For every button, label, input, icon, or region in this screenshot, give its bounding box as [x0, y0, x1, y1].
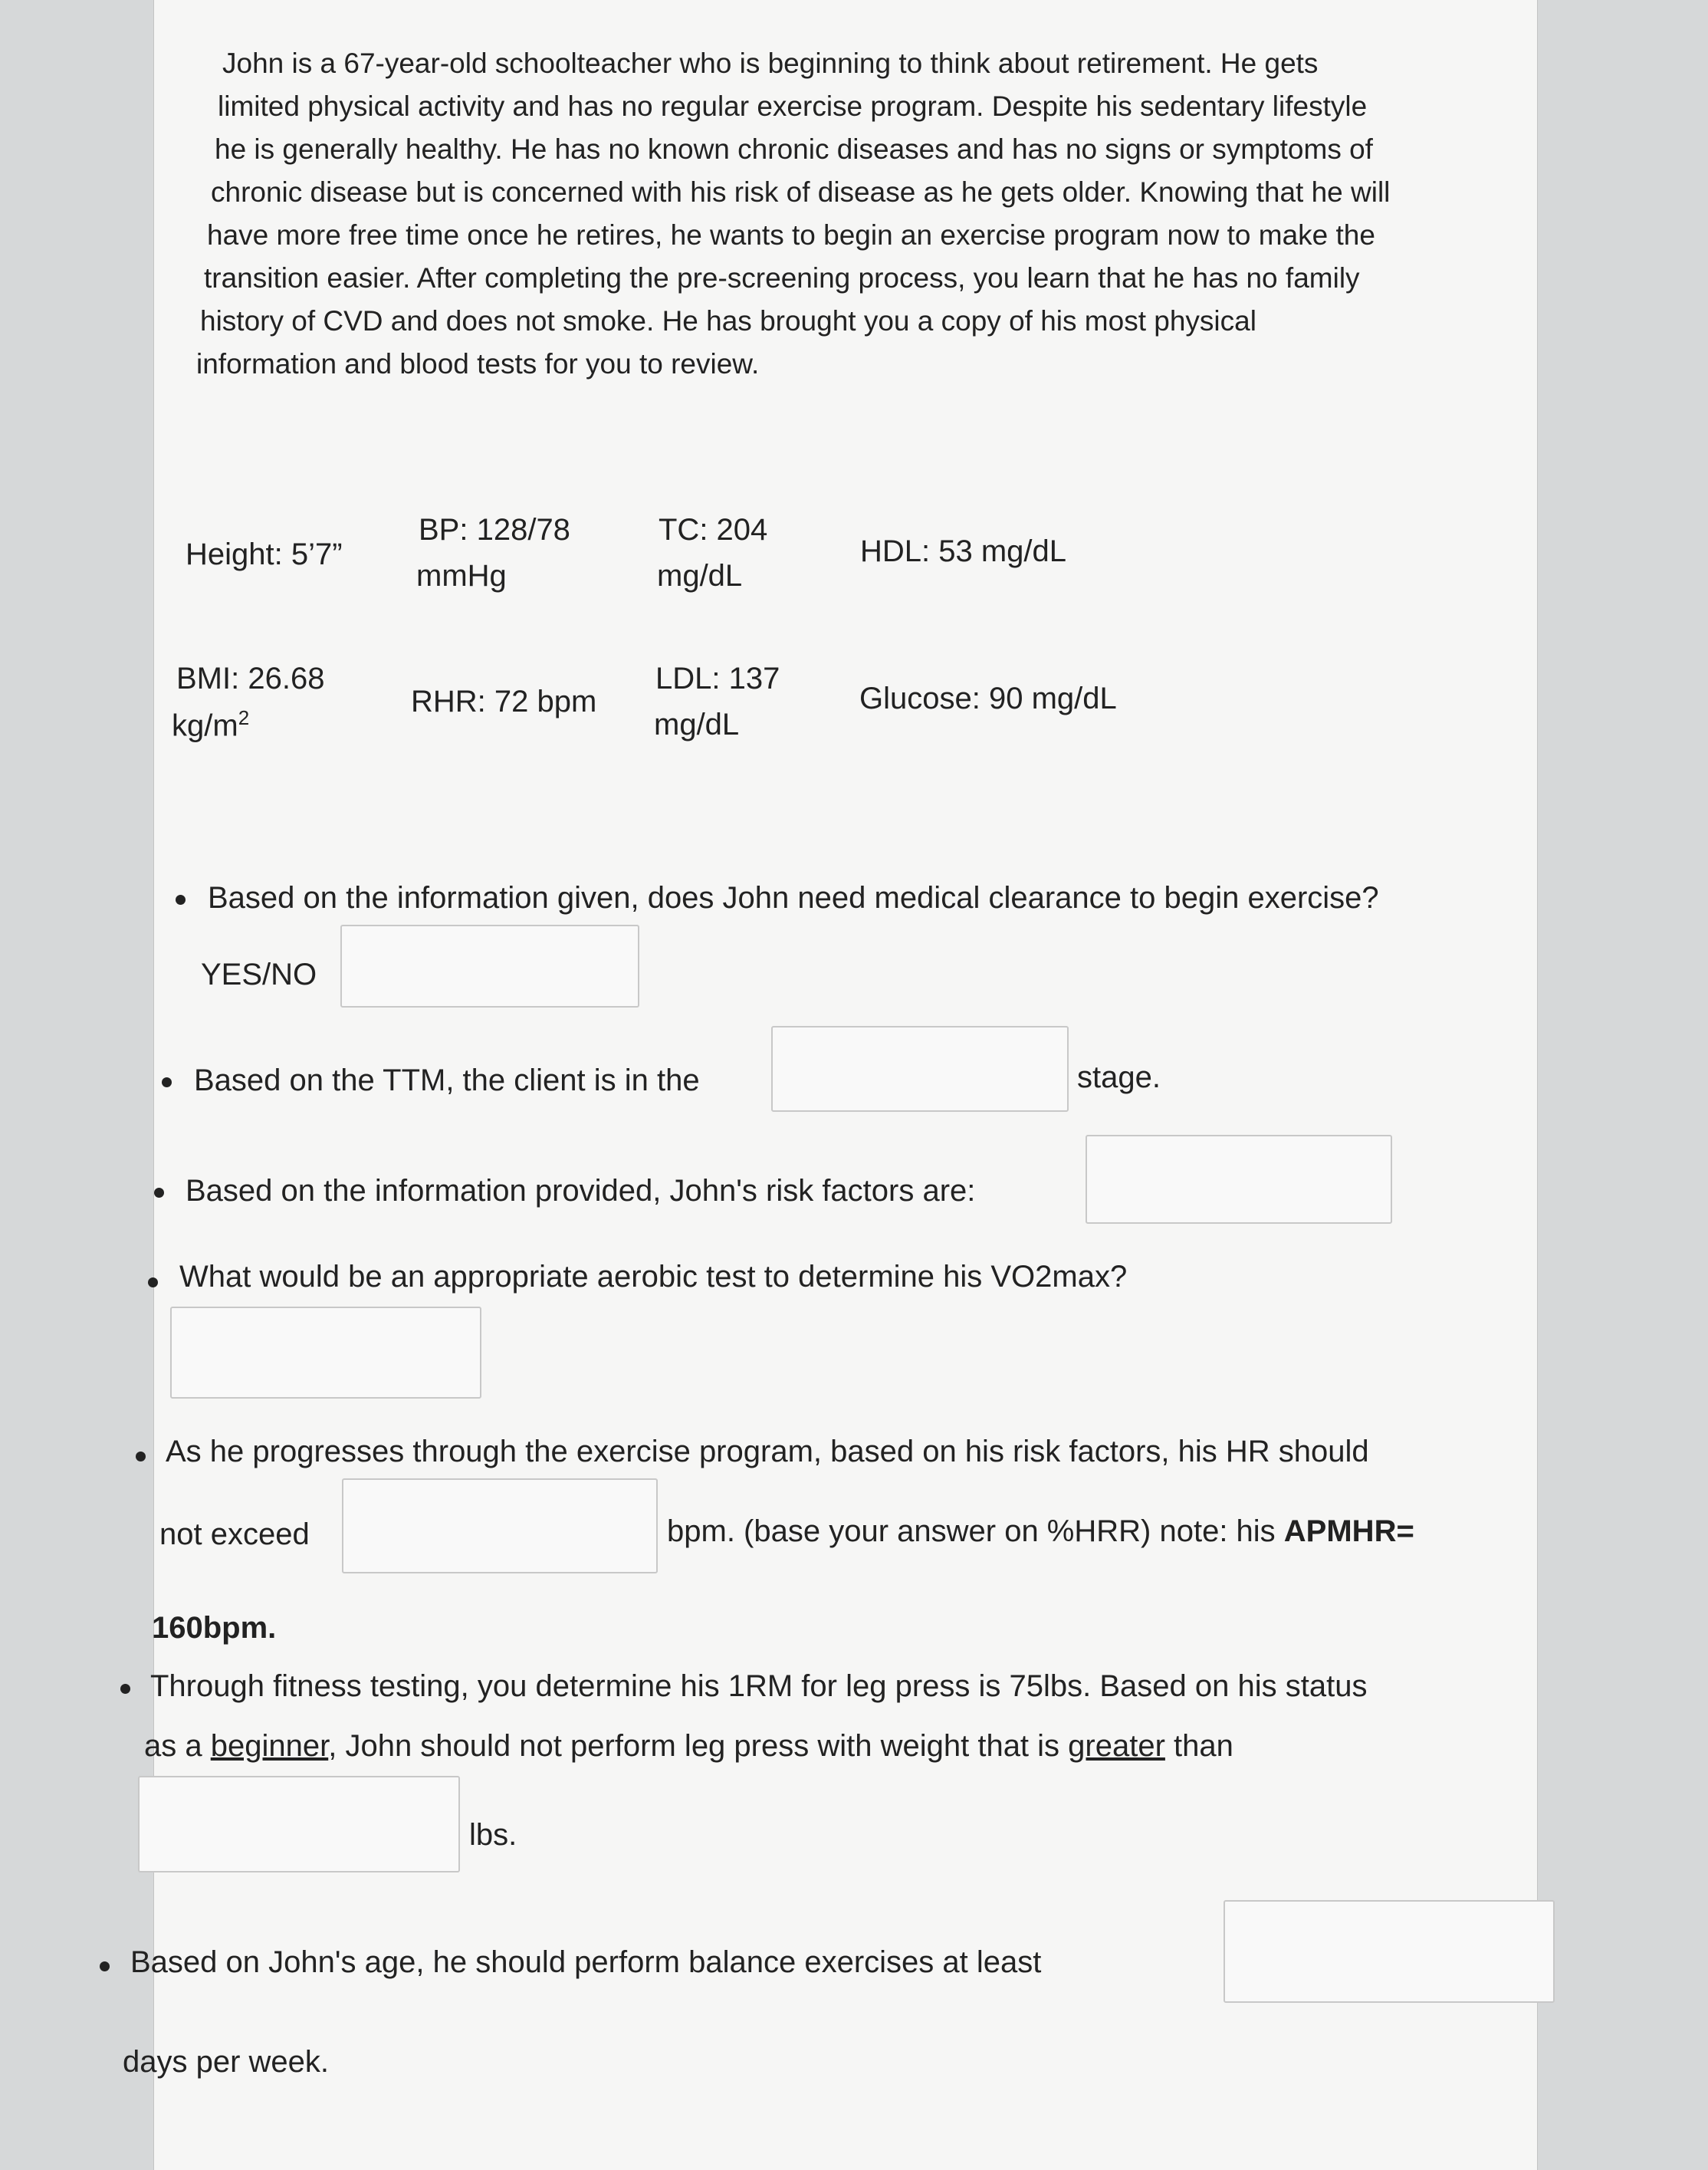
bp-value: BP: 128/78 [419, 513, 570, 547]
paragraph-line: John is a 67-year-old schoolteacher who is beginning to think about retirement. He gets [222, 48, 1319, 79]
bullet [154, 1188, 164, 1198]
bmi-unit: $kg/m^2$ [172, 706, 250, 743]
q6-text-line1: Through fitness testing, you determine his 1RM for leg press is 75lbs. Based on his status [150, 1669, 1368, 1703]
paragraph-line: chronic disease but is concerned with his risk of disease as he gets older. Knowing that he will [211, 176, 1391, 208]
q2-suffix: stage. [1077, 1060, 1161, 1094]
q1-answer-field[interactable] [340, 925, 639, 1008]
paragraph-line: limited physical activity and has no regular exercise program. Despite his sedentary lifestyle [218, 90, 1368, 122]
q5-answer-field[interactable] [342, 1478, 658, 1573]
paragraph-line: he is generally healthy. He has no known chronic diseases and has no signs or symptoms of [215, 133, 1373, 165]
tc-value: TC: 204 [659, 513, 768, 547]
q6-answer-field[interactable] [138, 1776, 460, 1872]
glucose-value: Glucose: 90 mg/dL [859, 682, 1117, 715]
q3-text: Based on the information provided, John's risk factors are: [186, 1174, 976, 1208]
q5-text-line1: As he progresses through the exercise program, based on his risk factors, his HR should [166, 1435, 1369, 1468]
bmi-value: BMI: 26.68 [176, 662, 325, 695]
q7-suffix: days per week. [123, 2045, 330, 2079]
tc-unit: mg/dL [657, 559, 743, 593]
q6-text-line2: as a beginner, John should not perform leg press with weight that is greater than [144, 1729, 1233, 1763]
q5-prefix: not exceed [159, 1517, 310, 1551]
q7-text: Based on John's age, he should perform balance exercises at least [130, 1945, 1042, 1979]
q5-suffix: bpm. (base your answer on %HRR) note: his APMHR= [667, 1514, 1414, 1548]
paragraph-line: history of CVD and does not smoke. He has brought you a copy of his most physical [200, 305, 1256, 337]
q7-answer-field[interactable] [1224, 1900, 1555, 2003]
bullet [100, 1961, 110, 1971]
hdl-value: HDL: 53 mg/dL [860, 534, 1067, 568]
q5-apmhr-value: 160bpm. [152, 1611, 277, 1645]
bullet [136, 1452, 146, 1461]
height-value: Height: 5’7” [186, 538, 343, 571]
bp-unit: mmHg [416, 559, 507, 593]
q2-text: Based on the TTM, the client is in the [194, 1064, 700, 1097]
rhr-value: RHR: 72 bpm [411, 685, 597, 718]
bullet [120, 1684, 130, 1694]
q1-text: Based on the information given, does John need medical clearance to begin exercise? [208, 881, 1379, 915]
q4-answer-field[interactable] [170, 1307, 481, 1399]
paragraph-line: have more free time once he retires, he wants to begin an exercise program now to make the [207, 219, 1375, 251]
q3-answer-field[interactable] [1086, 1135, 1392, 1224]
q2-answer-field[interactable] [771, 1026, 1069, 1112]
ldl-unit: mg/dL [654, 708, 740, 741]
bullet [148, 1277, 158, 1287]
bullet [162, 1077, 172, 1087]
paragraph-line: information and blood tests for you to review. [196, 348, 760, 380]
paragraph-line: transition easier. After completing the pre-screening process, you learn that he has no family [204, 262, 1360, 294]
bullet [176, 895, 186, 905]
ldl-value: LDL: 137 [655, 662, 780, 695]
q6-unit: lbs. [469, 1818, 517, 1852]
q1-label: YES/NO [201, 958, 317, 991]
q4-text: What would be an appropriate aerobic test to determine his VO2max? [179, 1260, 1128, 1294]
